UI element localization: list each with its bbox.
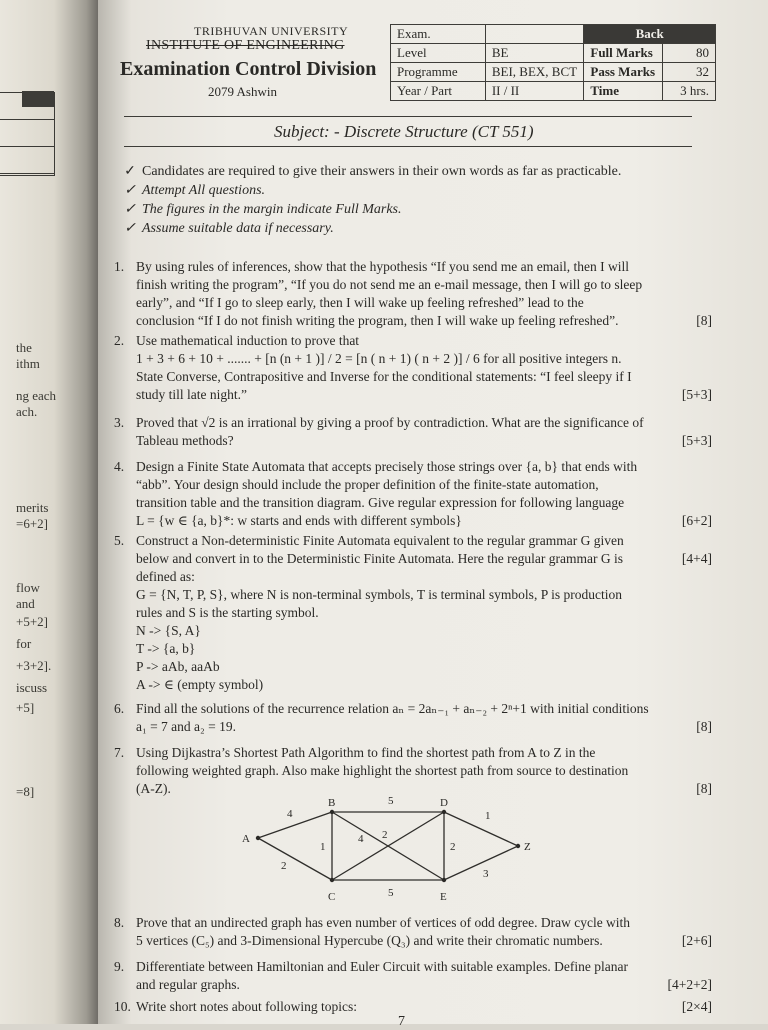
question-marks: [5+3] [681, 433, 712, 448]
instruction-item: ✓ Assume suitable data if necessary. [118, 219, 698, 238]
question-line: T -> {a, b} [136, 641, 196, 656]
checkmark-icon: ✓ [124, 221, 136, 236]
adjacent-page-fragment: the [16, 340, 32, 355]
weighted-graph [238, 794, 538, 904]
question-marks: [4+2+2] [667, 977, 712, 992]
question-number: 5. [114, 533, 125, 548]
info-row-level [391, 44, 716, 63]
adjacent-page-fragment: ng each [16, 388, 57, 403]
adjacent-page-fragment: iscuss [16, 680, 48, 695]
divider [124, 146, 692, 147]
divider [124, 116, 692, 117]
graph-edge-weight: 3 [483, 868, 489, 880]
question-line: G = {N, T, P, S}, where N is non-terminal symbols, T is terminal symbols, P is production [136, 587, 622, 602]
question-line: following weighted graph. Also make highlight the shortest path from source to destination [136, 763, 629, 778]
info-row-year [391, 82, 716, 101]
question-line: conclusion “If I do not finish writing the program, then I will wake up feeling refreshed”. [136, 313, 619, 328]
question-text [136, 998, 688, 1016]
graph-node-d [442, 810, 446, 814]
question-line: State Converse, Contrapositive and Inverse for the conditional statements: “I feel sleepy if I [136, 369, 632, 384]
question-line: Find all the solutions of the recurrence relation aₙ = 2aₙ₋₁ + aₙ₋₂ + 2ⁿ+1 with initial conditions [136, 701, 649, 716]
info-key: Exam. [391, 25, 486, 44]
graph-node-label: E [440, 891, 447, 903]
info-extra: 32 [663, 63, 716, 82]
question-line: early”, and “If I go to sleep early, then I will wake up feeling refreshed” lead to the [136, 295, 584, 310]
graph-edge-weight: 2 [382, 829, 388, 841]
question-number: 8. [114, 915, 125, 930]
info-label: Pass Marks [584, 63, 663, 82]
question-marks: [5+3] [681, 387, 712, 402]
graph-node-label: D [440, 797, 448, 809]
info-key: Level [391, 44, 486, 63]
question-number: 4. [114, 459, 125, 474]
question-marks: [8] [696, 313, 712, 328]
instruction-item: ✓ The figures in the margin indicate Full Marks. [118, 200, 698, 219]
university-name: TRIBHUVAN UNIVERSITY [194, 24, 349, 38]
graph-edge-weight: 4 [287, 808, 293, 820]
division-title: Examination Control Division [120, 58, 377, 80]
question-text [136, 914, 688, 950]
question-line: Use mathematical induction to prove that [136, 333, 360, 348]
adjacent-page-fragment: +5] [16, 700, 35, 715]
graph-node-a [256, 836, 260, 840]
checkmark-icon: ✓ [124, 183, 136, 198]
question-marks: [8] [696, 781, 712, 796]
graph-edge-weight: 4 [358, 833, 364, 845]
info-extra: 3 hrs. [663, 82, 716, 101]
question-line: rules and S is the starting symbol. [136, 605, 319, 620]
adjacent-page-fragment: ithm [16, 356, 40, 371]
info-label: Time [584, 82, 663, 101]
graph-edge-a-b [258, 812, 332, 838]
question-line: transition table and the transition diagram. Give regular expression for following language [136, 495, 625, 510]
adjacent-page-fragment: =8] [16, 784, 35, 799]
question-text [136, 258, 688, 330]
info-key: Programme [391, 63, 486, 82]
exam-info-table [390, 24, 716, 101]
graph-node-b [330, 810, 334, 814]
question-line: a₁ = 7 and a₂ = 19. [136, 719, 236, 734]
question-number: 9. [114, 959, 125, 974]
question-text [136, 700, 688, 736]
question-text [136, 958, 688, 994]
question-marks: [6+2] [681, 513, 712, 528]
adjacent-page-fragment: =6+2] [16, 516, 48, 531]
institute-name: INSTITUTE OF ENGINEERING [146, 38, 345, 53]
graph-node-label: A [242, 833, 250, 845]
question-line: Prove that an undirected graph has even number of vertices of odd degree. Draw cycle with [136, 915, 631, 930]
question-line: P -> aAb, aaAb [136, 659, 220, 674]
question-line: 5 vertices (C₅) and 3-Dimensional Hypercube (Q₃) and write their chromatic numbers. [136, 933, 603, 948]
question-line: Proved that √2 is an irrational by giving a proof by contradiction. What are the significance of [136, 415, 644, 430]
question-text [136, 532, 688, 694]
graph-node-label: C [328, 891, 336, 903]
info-extra: 80 [663, 44, 716, 63]
question-line: Using Dijkastra’s Shortest Path Algorithm to find the shortest path from A to Z in the [136, 745, 596, 760]
adjacent-page-fragment: flow [16, 580, 40, 595]
question-line: finish writing the program”, “If you do not send me an e-mail message, then I will go to sleep [136, 277, 643, 292]
instruction-item: ✓ Attempt All questions. [118, 181, 698, 200]
question-number: 7. [114, 745, 125, 760]
adjacent-page-fragment: +3+2]. [16, 658, 52, 673]
adjacent-page-fragment: ach. [16, 404, 38, 419]
question-marks: [8] [696, 719, 712, 734]
question-number: 6. [114, 701, 125, 716]
checkmark-icon: ✓ [124, 202, 136, 217]
info-label: Full Marks [584, 44, 663, 63]
info-label-back: Back [584, 25, 716, 44]
question-number: 10. [114, 999, 131, 1014]
graph-node-label: Z [524, 841, 531, 853]
graph-edge-weight: 5 [388, 887, 394, 899]
info-row-exam [391, 25, 716, 44]
info-value [485, 25, 584, 44]
graph-node-z [516, 844, 520, 848]
info-key: Year / Part [391, 82, 486, 101]
question-text [136, 458, 688, 530]
question-line: and regular graphs. [136, 977, 240, 992]
question-text [136, 744, 688, 798]
question-line: study till late night.” [136, 387, 247, 402]
question-line: Design a Finite State Automata that accepts precisely those strings over {a, b} that ends with [136, 459, 638, 474]
page-number: 7 [398, 1014, 405, 1029]
question-line: below and convert in to the Deterministic Finite Automata. Here the regular grammar G is [136, 551, 623, 566]
question-line: A -> ∈ (empty symbol) [136, 677, 264, 692]
adjacent-page-fragment: +5+2] [16, 614, 48, 629]
info-value: II / II [485, 82, 584, 101]
question-line: L = {w ∈ {a, b}*: w starts and ends with different symbols} [136, 513, 462, 528]
question-line: defined as: [136, 569, 195, 584]
graph-edge-weight: 1 [485, 810, 491, 822]
question-text [136, 414, 688, 450]
question-line: “abb”. Your design should include the proper definition of the finite-state automation, [136, 477, 599, 492]
subject-code: (CT 551) [471, 122, 534, 141]
info-value: BE [485, 44, 584, 63]
adjacent-page-header-block [22, 91, 54, 107]
graph-node-e [442, 878, 446, 882]
question-number: 1. [114, 259, 125, 274]
exam-session: 2079 Ashwin [208, 84, 277, 99]
graph-node-c [330, 878, 334, 882]
question-marks: [2×4] [681, 999, 712, 1014]
adjacent-page-fragment: merits [16, 500, 49, 515]
graph-edge-weight: 5 [388, 795, 394, 807]
info-value: BEI, BEX, BCT [485, 63, 584, 82]
question-line: Construct a Non-deterministic Finite Automata equivalent to the regular grammar G given [136, 533, 624, 548]
instruction-item: ✓ Candidates are required to give their answers in their own words as far as practicable. [118, 162, 698, 181]
question-text [136, 332, 688, 404]
question-line: Tableau methods? [136, 433, 234, 448]
question-line: Differentiate between Hamiltonian and Euler Circuit with suitable examples. Define planar [136, 959, 628, 974]
checkmark-icon: ✓ [124, 164, 136, 179]
question-line: 1 + 3 + 6 + 10 + ....... + [n (n + 1 )] / 2 = [n ( n + 1) ( n + 2 )] / 6 for all positive integers n. [136, 351, 622, 366]
adjacent-page-spine [0, 0, 98, 1024]
info-row-programme [391, 63, 716, 82]
subject-title [274, 122, 534, 142]
question-line: By using rules of inferences, show that the hypothesis “If you send me an email, then I will [136, 259, 630, 274]
question-line: Write short notes about following topics: [136, 999, 358, 1014]
question-marks: [2+6] [681, 933, 712, 948]
subject-label: Subject: - Discrete Structure [274, 122, 468, 141]
adjacent-page-fragment: and [16, 596, 35, 611]
graph-edge-weight: 1 [320, 841, 326, 853]
question-number: 2. [114, 333, 125, 348]
question-line: N -> {S, A} [136, 623, 201, 638]
exam-page [98, 0, 768, 1029]
question-number: 3. [114, 415, 125, 430]
question-line: (A-Z). [136, 781, 171, 796]
instructions-list [118, 162, 698, 238]
adjacent-page-fragment: for [16, 636, 32, 651]
graph-node-label: B [328, 797, 336, 809]
question-marks: [4+4] [681, 551, 712, 566]
graph-edge-weight: 2 [281, 860, 287, 872]
graph-edge-weight: 2 [450, 841, 456, 853]
